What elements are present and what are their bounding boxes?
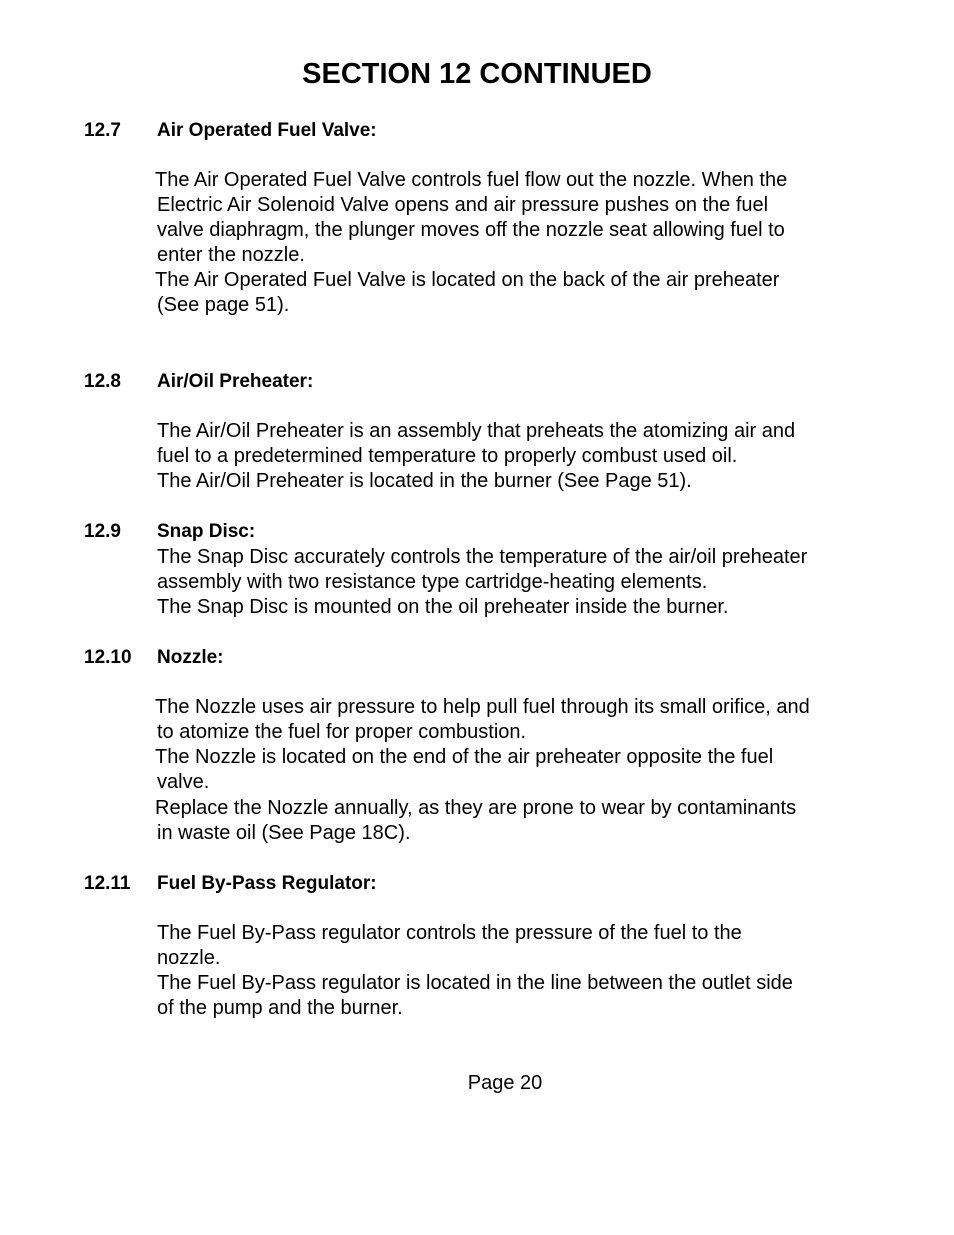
paragraph-line: fuel to a predetermined temperature to properly combust used oil. — [157, 445, 738, 467]
paragraph-line: The Fuel By-Pass regulator controls the pressure of the fuel to the — [157, 922, 742, 944]
paragraph-line: The Snap Disc is mounted on the oil preheater inside the burner. — [157, 596, 729, 618]
page-title: SECTION 12 CONTINUED — [302, 58, 652, 90]
paragraph-line: The Nozzle is located on the end of the air preheater opposite the fuel — [155, 746, 774, 768]
paragraph-line: assembly with two resistance type cartridge-heating elements. — [157, 571, 708, 593]
paragraph-line: The Air/Oil Preheater is an assembly that preheats the atomizing air and — [157, 420, 796, 442]
page-number: Page 20 — [467, 1072, 543, 1094]
section-number: 12.10 — [84, 647, 132, 668]
paragraph-line: valve diaphragm, the plunger moves off the nozzle seat allowing fuel to — [157, 219, 785, 241]
section-heading: Nozzle: — [157, 647, 224, 668]
section-heading: Air/Oil Preheater: — [157, 371, 314, 392]
paragraph-line: valve. — [157, 771, 210, 793]
paragraph-line: Replace the Nozzle annually, as they are prone to wear by contaminants — [155, 797, 797, 819]
paragraph-line: of the pump and the burner. — [157, 997, 403, 1019]
paragraph-line: enter the nozzle. — [157, 244, 305, 266]
paragraph-line: The Snap Disc accurately controls the temperature of the air/oil preheater — [157, 546, 808, 568]
paragraph-line: to atomize the fuel for proper combustion. — [157, 721, 527, 743]
section-number: 12.7 — [84, 120, 121, 141]
paragraph-line: The Nozzle uses air pressure to help pull fuel through its small orifice, and — [155, 696, 810, 718]
section-heading: Snap Disc: — [157, 521, 256, 542]
paragraph-line: The Air Operated Fuel Valve is located on the back of the air preheater — [155, 269, 780, 291]
paragraph-line: The Fuel By-Pass regulator is located in the line between the outlet side — [157, 972, 793, 994]
paragraph-line: nozzle. — [157, 947, 221, 969]
paragraph-line: The Air Operated Fuel Valve controls fuel flow out the nozzle. When the — [155, 169, 788, 191]
section-heading: Fuel By-Pass Regulator: — [157, 873, 377, 894]
section-number: 12.9 — [84, 521, 121, 542]
section-number: 12.11 — [84, 873, 131, 894]
section-heading: Air Operated Fuel Valve: — [157, 120, 377, 141]
paragraph-line: The Air/Oil Preheater is located in the burner (See Page 51). — [157, 470, 692, 492]
paragraph-line: Electric Air Solenoid Valve opens and air pressure pushes on the fuel — [157, 194, 769, 216]
section-number: 12.8 — [84, 371, 121, 392]
paragraph-line: in waste oil (See Page 18C). — [157, 822, 411, 844]
paragraph-line: (See page 51). — [157, 294, 290, 316]
